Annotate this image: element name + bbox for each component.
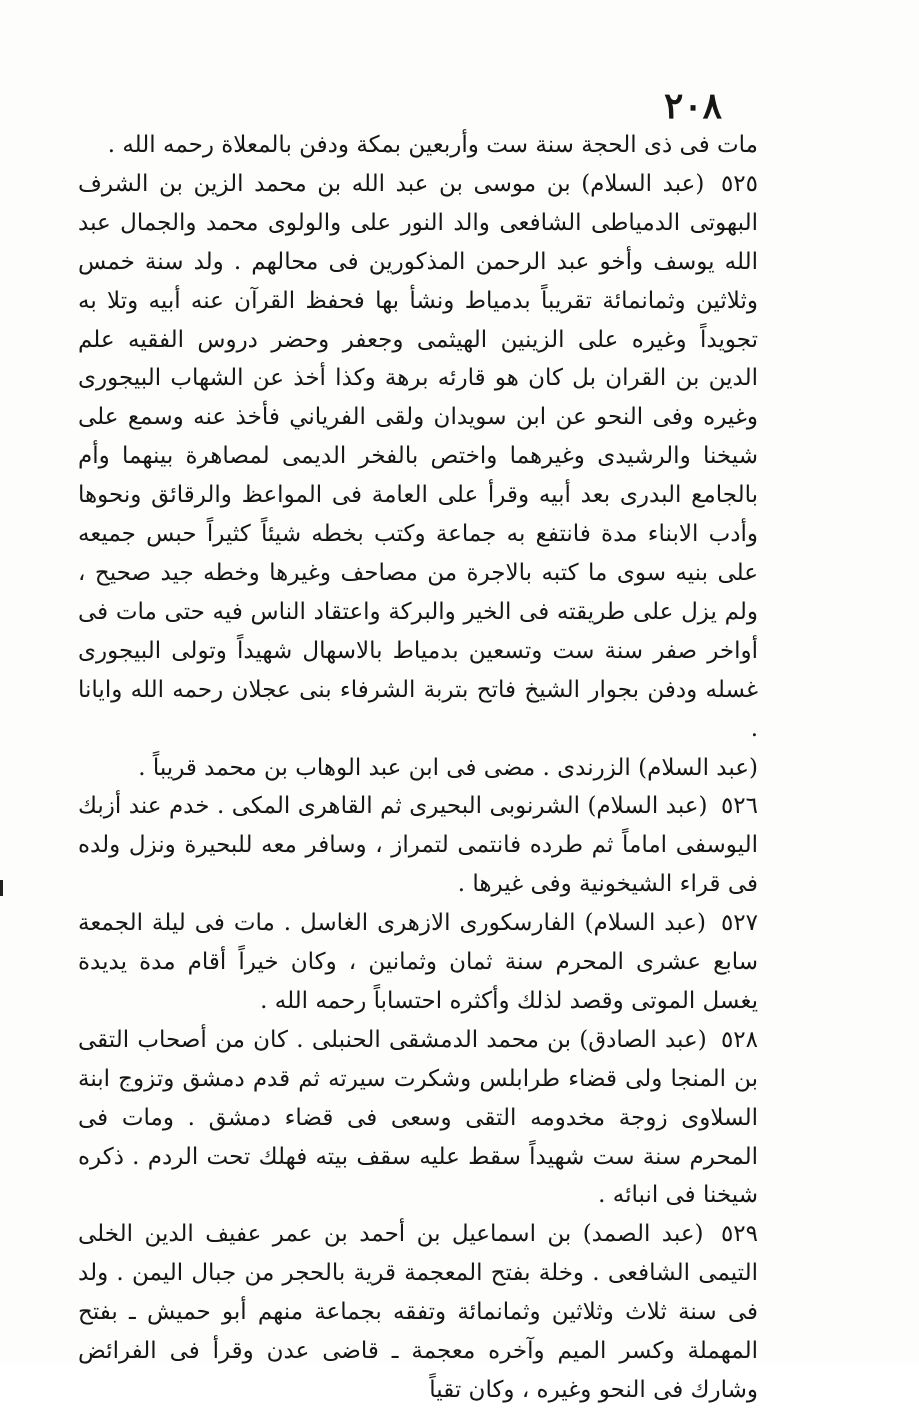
entry-number: ٥٢٧ <box>720 910 759 937</box>
entry-text: (عبد السلام) بن موسى بن عبد الله بن محمد الزين بن الشرف البهوتى الدمياطى الشافعى والد النور على والولوى محمد والجمال عبد الله يوسف وأخو عبد الرحمن المذكورين فى محالهم . ولد سنة خمس وثلاثين وثمانمائة تقريباً بدمياط ونشأ بها فحفظ القرآن عنه أبيه وتلا به تجويداً وغيره على الزينين الهيثمى وجعفر وحضر دروس الفقيه علم الدين بن القران بل كان هو قارئه برهة وكذا أخذ عن الشهاب البيجورى وغيره وفى النحو عن ابن سويدان ولقى الفرياني فأخذ عنه وسمع على شيخنا والرشيدى وغيرهما واختص بالفخر الديمى لمصاهرة بينهما وأم بالجامع البدرى بعد أبيه وقرأ على العامة فى المواعظ والرقائق ونحوها وأدب الابناء مدة فانتفع به جماعة وكتب بخطه شيئاً كثيراً حبس جميعه على بنيه سوى ما كتبه بالاجرة من مصاحف وغيرها وخطه جيد صحيح ، ولم يزل على طريقته فى الخير والبركة واعتقاد الناس فيه حتى مات فى أواخر صفر سنة ست وتسعين بدمياط بالاسهال شهيداً وتولى البيجورى غسله ودفن بجوار الشيخ فاتح بتربة الشرفاء بنى عجلان رحمه الله وايانا . <box>78 170 758 742</box>
entry-text: (عبد السلام) الفارسكورى الازهرى الغاسل . مات فى ليلة الجمعة سابع عشرى المحرم سنة ثمان وثمانين ، وكان خيراً أقام مدة يديدة يغسل الموتى وقصد لذلك وأكثره احتساباً رحمه الله . <box>78 910 758 1014</box>
entry-526 <box>78 787 758 904</box>
paragraph-text: مات فى ذى الحجة سنة ست وأربعين بمكة ودفن بالمعلاة رحمه الله . <box>107 132 758 158</box>
entry-number: ٥٢٦ <box>720 793 759 820</box>
cross-reference-entry <box>78 749 758 788</box>
text-body <box>78 126 758 1410</box>
entry-text: (عبد السلام) الشرنوبى البحيرى ثم القاهرى المكى . خدم عند أزبك اليوسفى اماماً ثم طرده فانتمى لتمراز ، وسافر معه للبحيرة ونزل ولده فى قراء الشيخونية وفى غيرها . <box>78 793 758 898</box>
entry-text: (عبد الصمد) بن اسماعيل بن أحمد بن عمر عفيف الدين الخلى التيمى الشافعى . وخلة بفتح المعجمة قرية بالحجر من جبال اليمن . ولد فى سنة ثلاث وثلاثين وثمانمائة وتفقه بجماعة منهم أبو حميش ـ بفتح المهملة وكسر الميم وآخره معجمة ـ قاضى عدن وقرأ فى الفرائض وشارك فى النحو وغيره ، وكان تقياً <box>78 1221 758 1403</box>
paragraph-continuation <box>78 126 758 165</box>
entry-number: ٥٢٩ <box>720 1221 758 1248</box>
entry-text: (عبد السلام) الزرندى . مضى فى ابن عبد الوهاب بن محمد قريباً . <box>138 754 758 781</box>
scan-edge-mark <box>0 880 3 896</box>
entry-number: ٥٢٨ <box>720 1026 759 1053</box>
page-number: ٢٠٨ <box>663 85 722 127</box>
entry-527 <box>78 904 758 1021</box>
entry-528 <box>78 1021 758 1216</box>
entry-529 <box>78 1215 758 1410</box>
entry-number: ٥٢٥ <box>720 170 758 197</box>
entry-525 <box>78 165 758 749</box>
entry-text: (عبد الصادق) بن محمد الدمشقى الحنبلى . كان من أصحاب التقى بن المنجا ولى قضاء طرابلس وشكرت سيرته ثم قدم دمشق وتزوج ابنة السلاوى زوجة مخدومه التقى وسعى فى قضاء دمشق . ومات فى المحرم سنة ست شهيداً سقط عليه سقف بيته فهلك تحت الردم . ذكره شيخنا فى انبائه . <box>78 1026 758 1209</box>
